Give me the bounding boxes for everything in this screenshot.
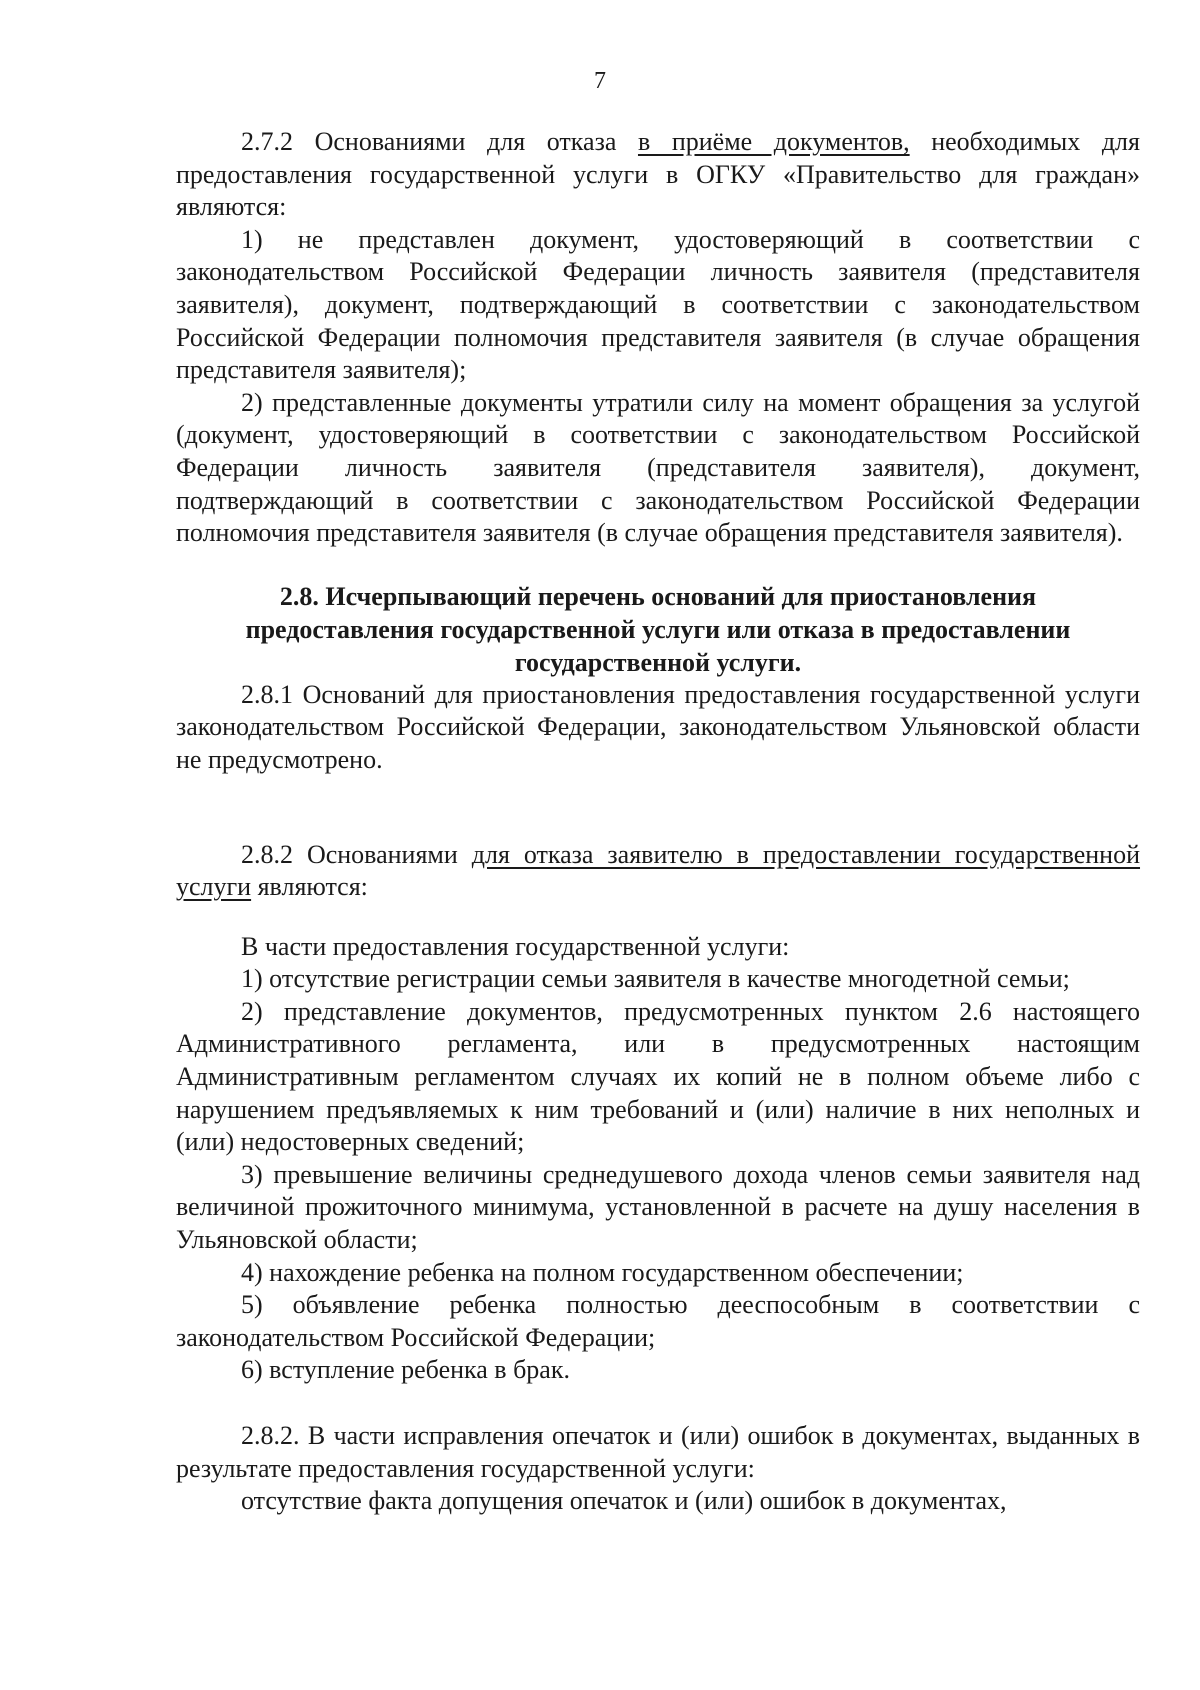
list-item-2-8-2-2: 2) представление документов, предусмотренных пунктом 2.6 настоящего Административного регламента, или в предусмотренных настоящим Административным регламентом случаях их копий не в полном объеме либо с нарушением предъявляемых к ним требований и (или) наличие в них неполных и (или) недостоверных сведений;	[176, 996, 1140, 1157]
paragraph-2-7-2-underlined: в приёме документов,	[637, 127, 910, 156]
list-item-2-7-2-1: 1) не представлен документ, удостоверяющий в соответствии с законодательством Российской Федерации личность заявителя (представителя заявителя), документ, подтверждающий в соответствии с законодательством Российской Федерации полномочия представителя заявителя (в случае обращения представителя заявителя);	[176, 224, 1140, 385]
paragraph-part-intro: В части предоставления государственной услуги:	[241, 931, 790, 961]
list-item-2-8-2-3: 3) превышение величины среднедушевого дохода членов семьи заявителя над величиной прожиточного минимума, установленной в расчете на душу населения в Ульяновской области;	[176, 1159, 1140, 1255]
section-heading-2-8: 2.8. Исчерпывающий перечень оснований для приостановления предоставления государственной услуги или отказа в предоставлении государственной услуги.	[245, 581, 1071, 677]
page-number: 7	[594, 68, 606, 94]
list-item-2-8-2-1: 1) отсутствие регистрации семьи заявителя в качестве многодетной семьи;	[241, 964, 1070, 994]
list-item-2-8-2-4: 4) нахождение ребенка на полном государственном обеспечении;	[241, 1257, 964, 1287]
paragraph-2-8-2-underlined: для отказа заявителю в предоставлении государственной услуги	[176, 839, 1141, 902]
document-body	[176, 126, 1140, 1518]
paragraph-2-8-2	[176, 839, 1140, 904]
paragraph-last-line: отсутствие факта допущения опечаток и (или) ошибок в документах,	[241, 1486, 1007, 1516]
list-item-2-8-2-6: 6) вступление ребенка в брак.	[241, 1355, 570, 1385]
list-item-2-8-2-5: 5) объявление ребенка полностью дееспособным в соответствии с законодательством Российской Федерации;	[176, 1290, 1140, 1352]
paragraph-2-7-2	[176, 126, 1140, 224]
list-item-2-7-2-2: 2) представленные документы утратили силу на момент обращения за услугой (документ, удостоверяющий в соответствии с законодательством Российской Федерации личность заявителя (представителя заявителя), документ, подтверждающий в соответствии с законодательством Российской Федерации полномочия представителя заявителя (в случае обращения представителя заявителя).	[176, 387, 1140, 548]
paragraph-2-7-2-lead: 2.7.2 Основаниями для отказа	[241, 127, 638, 156]
paragraph-2-8-1: 2.8.1 Оснований для приостановления предоставления государственной услуги законодательством Российской Федерации, законодательством Ульяновской области не предусмотрено.	[176, 679, 1140, 774]
paragraph-2-8-2-lead: 2.8.2 Основаниями	[241, 839, 472, 869]
paragraph-2-8-2-rest: являются:	[251, 872, 368, 902]
paragraph-2-7-2-rest: необходимых для предоставления государственной услуги в ОГКУ «Правительство для граждан» являются:	[176, 127, 1140, 222]
paragraph-2-8-2-corrections: 2.8.2. В части исправления опечаток и (или) ошибок в документах, выданных в результате предоставления государственной услуги:	[176, 1421, 1140, 1483]
